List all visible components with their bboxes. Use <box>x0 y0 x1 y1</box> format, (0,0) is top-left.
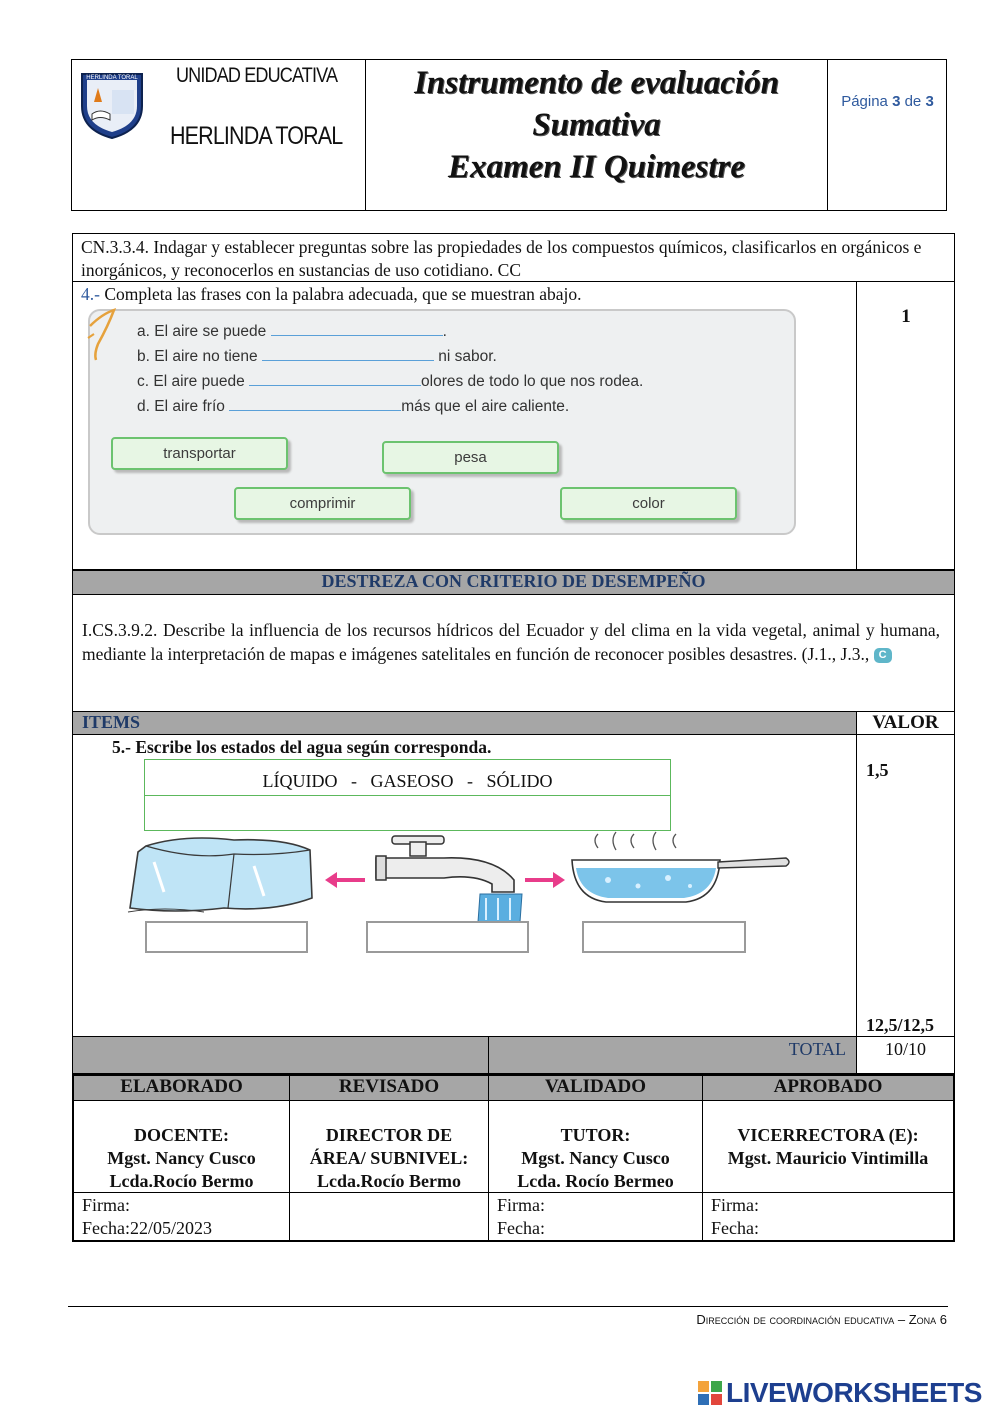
total-label: TOTAL <box>788 1039 846 1059</box>
ice-block-image <box>124 832 318 923</box>
sig-role-director: DIRECTOR DE ÁREA/ SUBNIVEL: Lcda.Rocío Bermo <box>309 1125 469 1191</box>
page-indicator: Página 3 de 3 <box>841 93 934 110</box>
sentence-a: a. El aire se puede . <box>137 323 447 340</box>
arrow-right-icon <box>523 870 567 895</box>
sig-header-elaborado: ELABORADO <box>120 1076 243 1097</box>
valor-label: VALOR <box>872 712 939 733</box>
blank-b[interactable] <box>262 347 434 361</box>
question5: 5.- Escribe los estados del agua según corresponda. <box>112 737 492 757</box>
sig-firma-1: Firma: Fecha:22/05/2023 <box>82 1195 212 1238</box>
sentence-d: d. El aire frío más que el aire caliente. <box>137 398 570 415</box>
brand-icon <box>698 1381 722 1405</box>
document-title: Instrumento de evaluación Sumativa Examen II Quimestre <box>414 65 779 185</box>
school-name-line1: UNIDAD EDUCATIVA <box>176 64 338 87</box>
school-logo <box>78 66 146 140</box>
sentence-b: b. El aire no tiene ni sabor. <box>137 348 497 365</box>
question4: 4.- Completa las frases con la palabra adecuada, que se muestran abajo. <box>81 284 582 304</box>
handwritten-mark <box>84 304 124 369</box>
word-chip-transportar[interactable]: transportar <box>111 437 288 470</box>
blank-d[interactable] <box>229 397 401 411</box>
total-row-left <box>72 1036 489 1074</box>
answer-box-liquid[interactable] <box>366 921 529 953</box>
faucet-image <box>374 832 524 929</box>
sig-role-tutor: TUTOR: Mgst. Nancy Cusco Lcda. Rocío Bermeo <box>517 1125 674 1191</box>
question4-score: 1 <box>901 306 911 327</box>
criterion-text: CN.3.3.4. Indagar y establecer preguntas sobre las propiedades de los compuestos químicos, clasificarlos en orgánicos e inorgánicos, y reconocerlos en sustancias de uso cotidiano. CC <box>81 237 922 280</box>
sig-header-revisado: REVISADO <box>338 1076 440 1097</box>
items-label: ITEMS <box>82 712 141 732</box>
blank-a[interactable] <box>271 322 443 336</box>
boiling-pan-image <box>568 828 794 913</box>
footer-text: Dirección de coordinación educativa – Zona 6 <box>696 1312 947 1327</box>
word-chip-color[interactable]: color <box>560 487 737 520</box>
word-chip-comprimir[interactable]: comprimir <box>234 487 411 520</box>
question5-score: 1,5 <box>866 760 889 780</box>
sig-firma-4: Firma: Fecha: <box>711 1195 759 1238</box>
band-destreza-title: DESTREZA CON CRITERIO DE DESEMPEÑO <box>321 571 706 591</box>
items-band <box>72 711 857 735</box>
word-bank: LÍQUIDO - GASEOSO - SÓLIDO <box>262 771 553 791</box>
sig-firma-3: Firma: Fecha: <box>497 1195 545 1238</box>
subtotal: 12,5/12,5 <box>866 1015 935 1035</box>
sig-role-vicerrectora: VICERRECTORA (E): Mgst. Mauricio Vintimilla <box>727 1125 929 1168</box>
blank-c[interactable] <box>249 372 421 386</box>
indicator-text: I.CS.3.9.2. Describe la influencia de los recursos hídricos del Ecuador y del clima en la vida vegetal, animal y humana, mediante la interpretación de mapas e imágenes satelitales en función de reconocer posibles desastres. (J.1., J.3., C <box>82 620 940 664</box>
comment-icon[interactable]: C <box>874 648 892 663</box>
answer-box-solid[interactable] <box>145 921 308 953</box>
sig-header-validado: VALIDADO <box>544 1076 646 1097</box>
sentence-c: c. El aire puede olores de todo lo que nos rodea. <box>137 373 644 390</box>
svg-text:HERLINDA TORAL: HERLINDA TORAL <box>86 75 138 81</box>
school-name-line2: HERLINDA TORAL <box>170 122 343 150</box>
sig-role-docente: DOCENTE: Mgst. Nancy Cusco Lcda.Rocío Bermo <box>107 1125 256 1191</box>
total-value: 10/10 <box>884 1039 926 1059</box>
arrow-left-icon <box>323 870 367 895</box>
word-chip-pesa[interactable]: pesa <box>382 441 559 474</box>
liveworksheets-logo[interactable]: LIVEWORKSHEETS <box>698 1378 982 1408</box>
answer-box-gas[interactable] <box>582 921 746 953</box>
sig-header-aprobado: APROBADO <box>773 1076 883 1097</box>
